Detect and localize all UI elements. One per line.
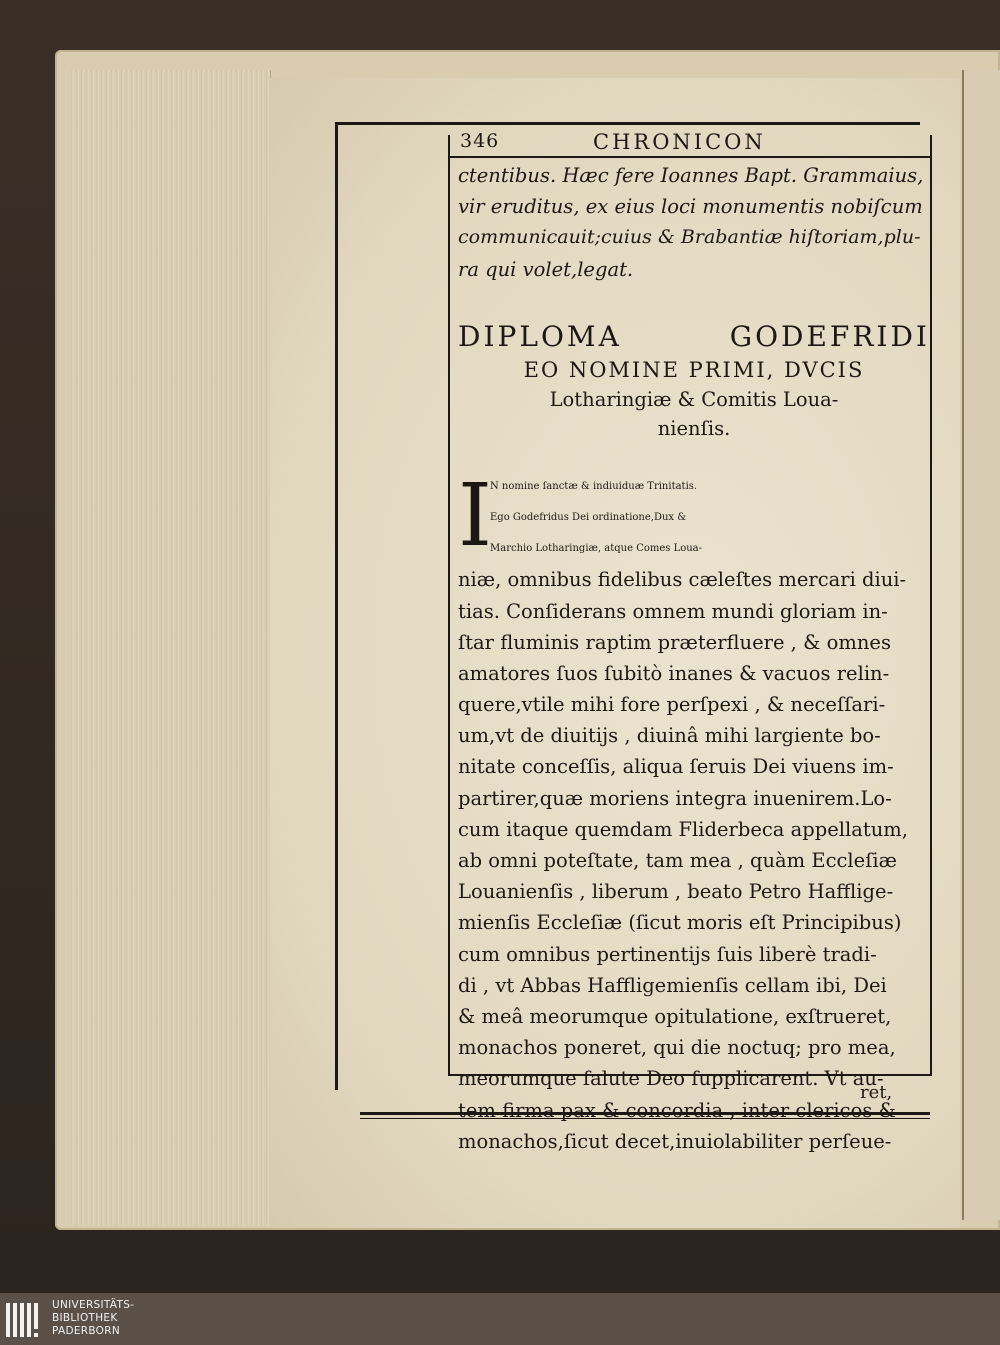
body-line: partirer,quæ moriens integra inuenirem.Lo-: [458, 786, 892, 810]
page-header: [458, 130, 928, 156]
page-edges: [70, 70, 271, 1225]
body-line: niæ, omnibus fidelibus cæleſtes mercari diui-: [458, 568, 907, 592]
library-logo-icon: [6, 1303, 46, 1337]
library-name-line: UNIVERSITÄTS-: [52, 1299, 135, 1311]
intro-line: ctentibus. Hæc fere Ioannes Bapt. Grammaius,: [458, 164, 924, 187]
body-line: mienſis Eccleſiæ (ſicut moris eſt Principibus): [458, 911, 902, 935]
body-line: di , vt Abbas Haffligemienſis cellam ibi, Dei: [458, 973, 887, 997]
body-line: um,vt de diuitijs , diuinâ mihi largiente bo-: [458, 724, 881, 748]
library-name-line: BIBLIOTHEK: [52, 1312, 118, 1324]
body-line: amatores ſuos ſubitò inanes & vacuos relin-: [458, 661, 890, 685]
facing-page-edge: [962, 70, 1000, 1220]
body-line: & meâ meorumque opitulatione, exſtrueret,: [458, 1004, 892, 1028]
intro-line: ra qui volet,legat.: [458, 257, 634, 281]
body-line: ſtar fluminis raptim præterfluere , & omnes: [458, 630, 891, 654]
body-line: monachos,ſicut decet,inuiolabiliter perſeue-: [458, 1129, 892, 1153]
body-line: Louanienſis , liberum , beato Petro Haffligе-: [458, 880, 894, 904]
body-line: ab omni poteſtate, tam mea , quàm Eccleſiæ: [458, 849, 897, 872]
body-line: N nomine ſanctæ & indiuiduæ Trinitatis.: [490, 480, 698, 492]
section-title: DIPLOMA GODEFRIDI: [458, 319, 930, 353]
charter-body: [458, 465, 930, 1157]
body-line: cum omnibus pertinentijs ſuis liberè tradi-: [458, 942, 877, 966]
catchword: ret,: [860, 1082, 893, 1103]
library-name: [52, 1299, 134, 1338]
section-subtitle: EO NOMINE PRIMI, DVCIS: [523, 357, 865, 382]
library-name-line: PADERBORN: [52, 1325, 120, 1337]
body-line: meorumque ſalute Deo ſupplicarent. Vt au-: [458, 1067, 884, 1091]
body-line: Marchio Lotharingiæ, atque Comes Loua-: [490, 543, 703, 555]
body-line: Ego Godefridus Dei ordinatione,Dux &: [490, 511, 687, 523]
column-left-rule: [448, 135, 450, 1075]
body-line: cum itaque quemdam Fliderbeca appellatum,: [458, 817, 908, 841]
body-line: quere,vtile mihi fore perſpexi , & neceſſari-: [458, 693, 886, 717]
drop-cap: I: [458, 465, 492, 566]
intro-line: vir eruditus, ex eius loci monumentis nobiſcum: [458, 195, 923, 219]
section-subtitle-line: nienſis.: [657, 416, 731, 440]
header-rule: [448, 156, 932, 158]
page-number: 346: [460, 130, 500, 152]
intro-line: communicauit;cuius & Brabantiæ hiſtoriam,plu-: [458, 226, 921, 249]
library-footer: [0, 1293, 1000, 1345]
body-line: monachos poneret, qui die noctuq; pro mea,: [458, 1036, 896, 1060]
text-column: [458, 160, 930, 1157]
frame-left-rule: [335, 124, 338, 1090]
body-line: tias. Conſiderans omnem mundi gloriam in-: [458, 599, 888, 623]
running-head: CHRONICON: [593, 130, 766, 154]
column-right-rule: [930, 135, 932, 1075]
body-line: nitate conceſſis, aliqua ſeruis Dei viuens im-: [458, 755, 894, 779]
body-line: tem firma pax & concordia , inter clericos &: [458, 1098, 896, 1122]
section-subtitle-line: Lotharingiæ & Comitis Loua-: [549, 387, 839, 411]
frame-top-rule: [335, 122, 920, 125]
